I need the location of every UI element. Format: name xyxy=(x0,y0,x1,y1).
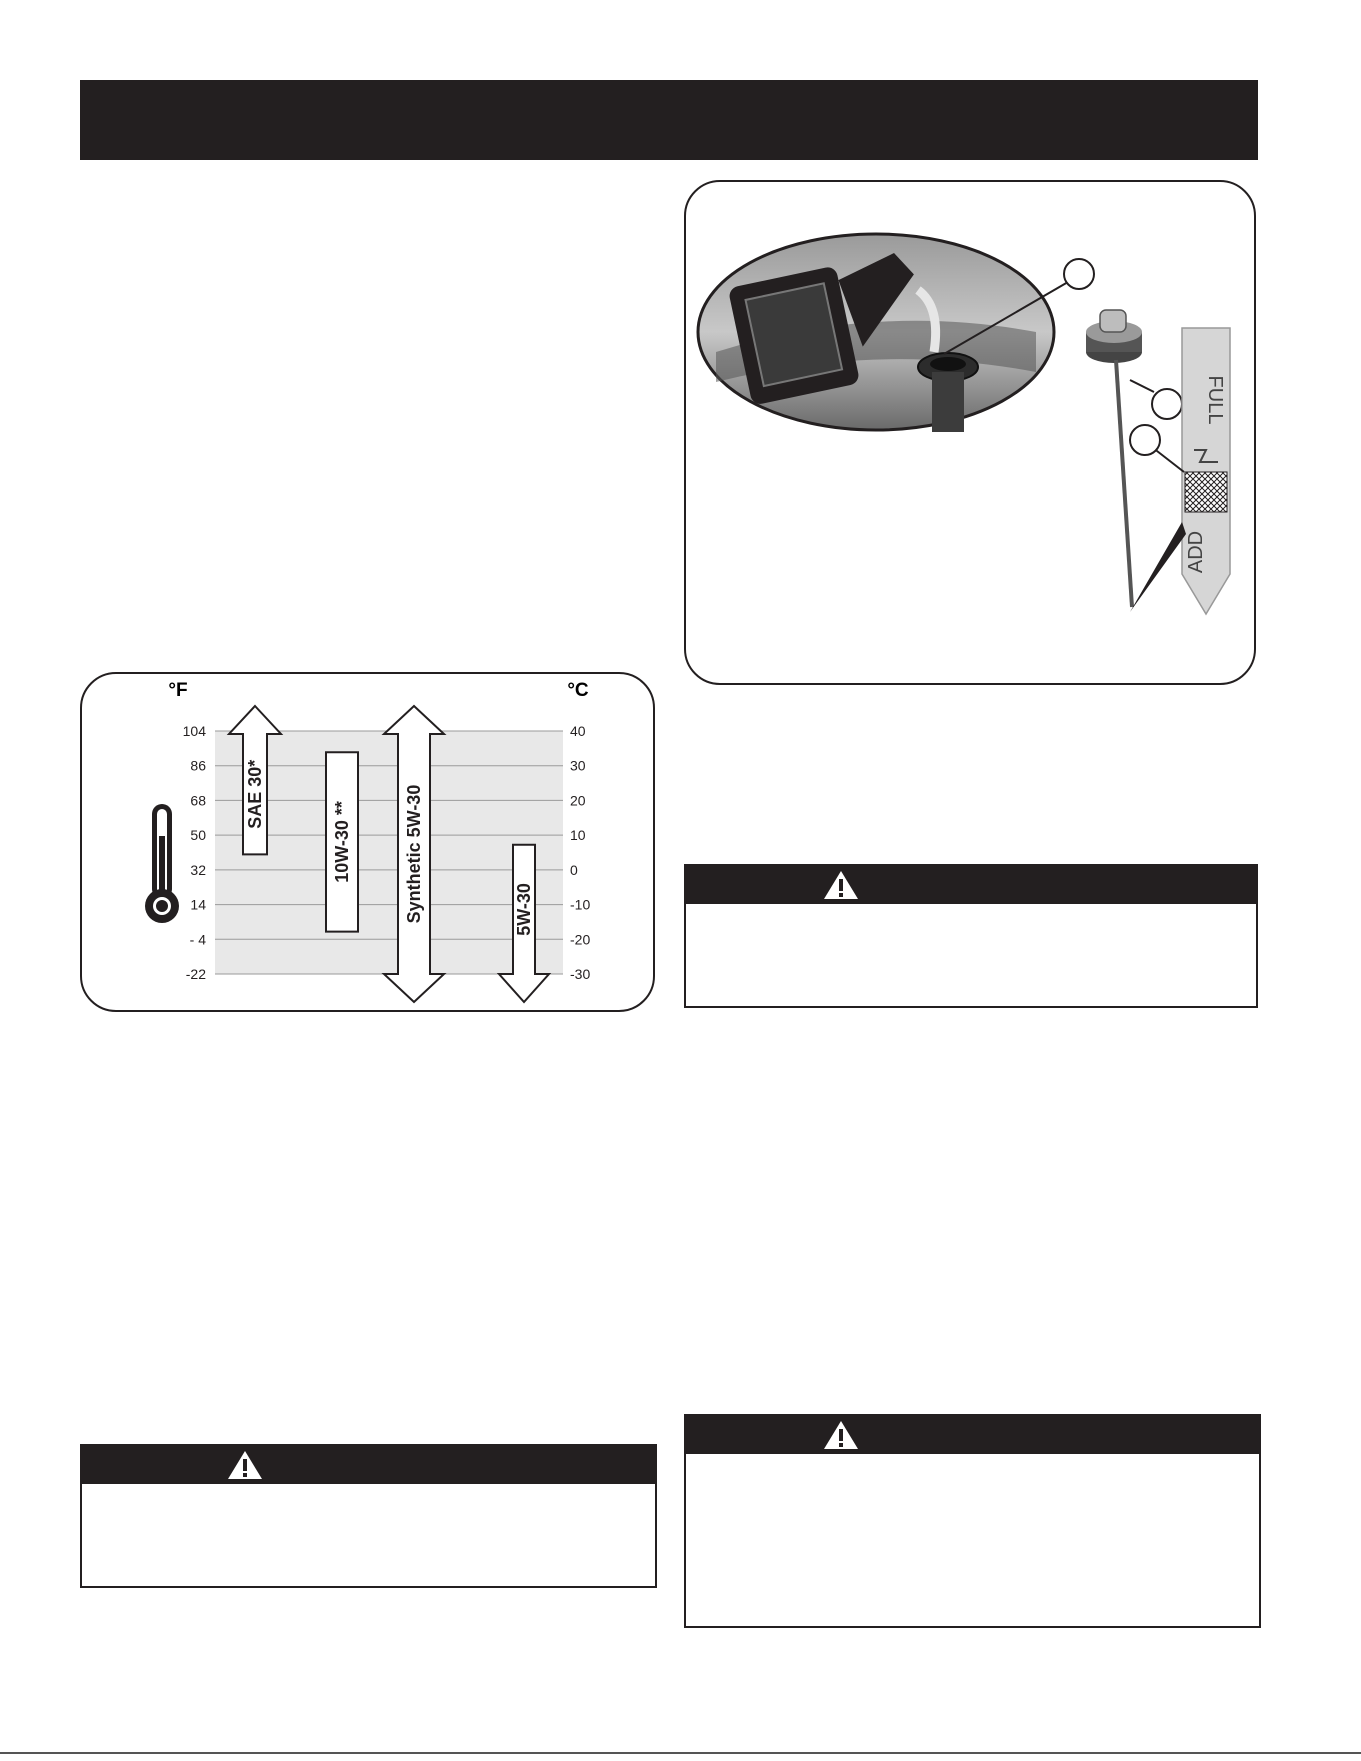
callout-circle-1 xyxy=(1064,259,1094,289)
fahrenheit-tick-label: 104 xyxy=(182,723,206,739)
celsius-unit-label: °C xyxy=(567,680,589,701)
warning-triangle-icon xyxy=(822,869,860,901)
fahrenheit-tick-label: -22 xyxy=(185,966,206,982)
fahrenheit-tick-label: 14 xyxy=(190,896,206,913)
celsius-tick-label: 10 xyxy=(570,827,586,844)
fahrenheit-tick-label: - 4 xyxy=(189,931,206,948)
dipstick-full-label: FULL xyxy=(1204,375,1226,425)
callout-leader-2 xyxy=(1130,380,1154,392)
fahrenheit-tick-label: 68 xyxy=(190,792,206,809)
celsius-tick-label: 0 xyxy=(570,861,578,878)
thermometer-icon xyxy=(145,804,179,923)
callout-circle-2 xyxy=(1152,389,1182,419)
dipstick-blade-enlarged xyxy=(1182,328,1230,614)
warning-header-3 xyxy=(686,1416,1259,1454)
fahrenheit-unit-label: °F xyxy=(168,680,188,701)
oil-fill-figure-panel xyxy=(684,180,1256,685)
oil-range-label: SAE 30* xyxy=(245,759,265,829)
fahrenheit-tick-label: 32 xyxy=(190,861,206,878)
oil-range-label: Synthetic 5W-30 xyxy=(404,784,424,924)
oil-pouring-photo xyxy=(698,234,1054,432)
warning-box-1 xyxy=(684,864,1258,1008)
fahrenheit-tick-label: 50 xyxy=(190,827,206,844)
warning-header-2 xyxy=(82,1446,655,1484)
celsius-tick-label: 20 xyxy=(570,792,586,809)
oil-fill-figure xyxy=(686,182,1258,687)
oil-viscosity-chart xyxy=(82,674,657,1014)
celsius-tick-label: -30 xyxy=(570,966,591,982)
oil-range-label: 10W-30 ** xyxy=(332,801,352,883)
celsius-tick-label: -10 xyxy=(570,896,591,913)
warning-box-2 xyxy=(80,1444,657,1588)
warning-box-3 xyxy=(684,1414,1261,1628)
warning-triangle-icon xyxy=(226,1449,264,1481)
dipstick-add-label: ADD xyxy=(1185,530,1207,574)
zoom-wedge xyxy=(1130,522,1186,612)
celsius-tick-label: 30 xyxy=(570,757,586,774)
warning-triangle-icon xyxy=(822,1419,860,1451)
oil-viscosity-chart-panel xyxy=(80,672,655,1012)
fahrenheit-tick-label: 86 xyxy=(190,757,206,774)
celsius-tick-label: 40 xyxy=(570,723,586,739)
footer-rule xyxy=(0,1752,1361,1754)
celsius-tick-label: -20 xyxy=(570,931,591,948)
warning-header-1 xyxy=(686,866,1256,904)
section-header-bar xyxy=(80,80,1258,160)
dipstick-icon xyxy=(1086,310,1142,607)
callout-circle-3 xyxy=(1130,425,1160,455)
oil-range-label: 5W-30 xyxy=(514,883,534,936)
